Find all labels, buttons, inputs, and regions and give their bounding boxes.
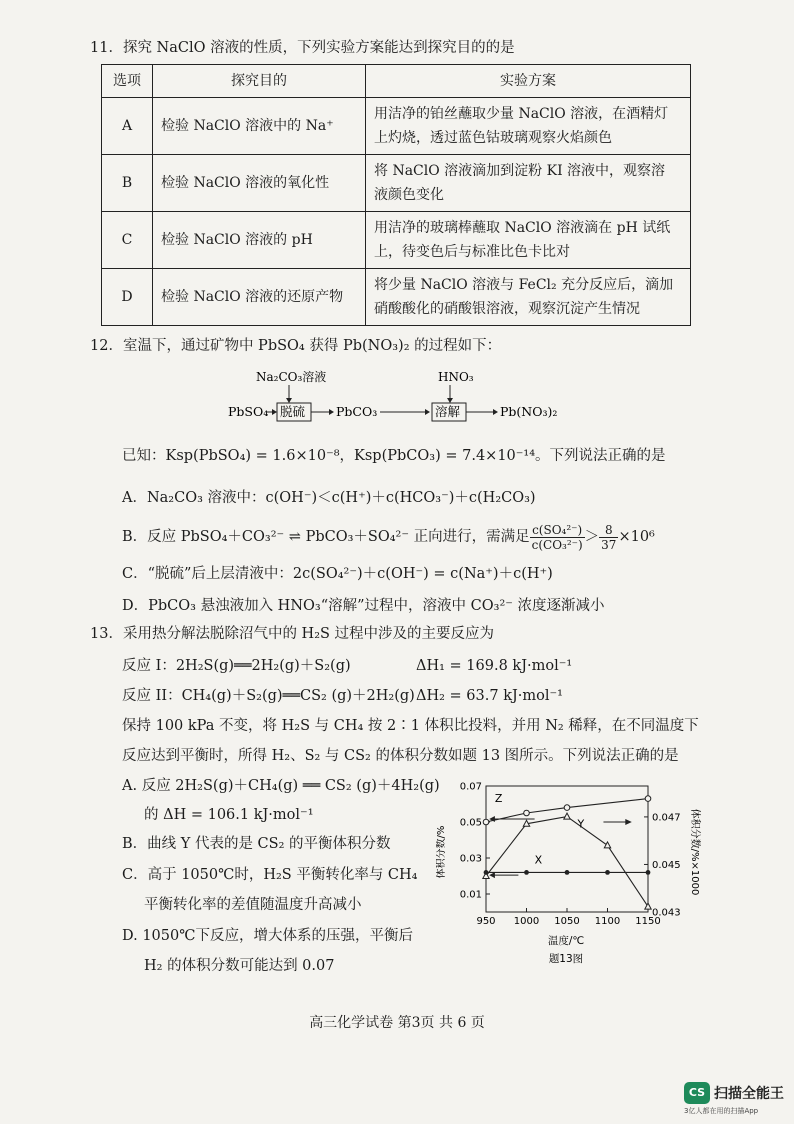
cs-logo-icon: CS bbox=[684, 1082, 710, 1104]
q13-chart bbox=[436, 772, 704, 972]
q13-option-a-line2: 的 ΔH = 106.1 kJ·mol⁻¹ bbox=[144, 807, 314, 823]
series-label-x: X bbox=[534, 853, 543, 867]
q13-option-d-line1: D. 1050℃下反应，增大体系的压强，平衡后 bbox=[122, 928, 413, 944]
q12-option-b-tail: ×10⁶ bbox=[618, 529, 655, 545]
plan-line: 液颜色变化 bbox=[374, 187, 444, 203]
q12-option-b bbox=[122, 516, 655, 558]
data-point-x bbox=[484, 870, 489, 875]
q13-reaction-2: 反应 II：CH₄(g)＋S₂(g)══CS₂ (g)＋2H₂(g) bbox=[122, 688, 415, 704]
row-option: D bbox=[102, 269, 153, 326]
table-row bbox=[102, 269, 691, 326]
x-tick-label: 950 bbox=[476, 916, 496, 927]
plan-line: 将 NaClO 溶液滴加到淀粉 KI 溶液中，观察溶 bbox=[374, 163, 666, 179]
row-purpose: 检验 NaClO 溶液的 pH bbox=[153, 212, 366, 269]
q13-option-b: B．曲线 Y 代表的是 CS₂ 的平衡体积分数 bbox=[122, 836, 391, 852]
row-option: A bbox=[102, 98, 153, 155]
q13-reaction-1: 反应 I：2H₂S(g)══2H₂(g)＋S₂(g) bbox=[122, 658, 351, 674]
data-point-z bbox=[524, 810, 530, 816]
series-line-y bbox=[486, 817, 648, 907]
fraction-numerator: c(SO₄²⁻) bbox=[530, 523, 585, 538]
row-option: C bbox=[102, 212, 153, 269]
y-left-tick-label: 0.01 bbox=[459, 889, 482, 901]
flow-arrowhead bbox=[447, 398, 453, 403]
y-axis-label-right: 体积分数/%×1000 bbox=[689, 808, 700, 896]
flow-start: PbSO₄ bbox=[228, 404, 269, 419]
flow-arrowhead bbox=[425, 409, 430, 415]
plan-line: 用洁净的铂丝蘸取少量 NaClO 溶液，在酒精灯 bbox=[374, 106, 669, 122]
row-purpose: 检验 NaClO 溶液的还原产物 bbox=[153, 269, 366, 326]
q13-paragraph-2: 反应达到平衡时，所得 H₂、S₂ 与 CS₂ 的体积分数如题 13 图所示。下列说法正确的是 bbox=[122, 748, 679, 764]
chart-caption: 题13图 bbox=[548, 953, 584, 965]
row-purpose: 检验 NaClO 溶液的氧化性 bbox=[153, 155, 366, 212]
y-axis-label-left: 体积分数/% bbox=[436, 825, 447, 879]
table-row bbox=[102, 212, 691, 269]
table-row bbox=[102, 98, 691, 155]
q12-option-a: A．Na₂CO₃ 溶液中：c(OH⁻)＜c(H⁺)＋c(HCO₃⁻)＋c(H₂CO₃) bbox=[122, 490, 536, 506]
data-point-y bbox=[604, 842, 610, 848]
row-plan bbox=[366, 269, 691, 326]
data-point-x bbox=[565, 870, 570, 875]
fraction-denominator: 37 bbox=[601, 537, 617, 552]
data-point-x bbox=[605, 870, 610, 875]
x-tick-label: 1000 bbox=[513, 916, 540, 927]
row-purpose: 检验 NaClO 溶液中的 Na⁺ bbox=[153, 98, 366, 155]
y-left-tick-label: 0.05 bbox=[459, 817, 482, 829]
q12-option-c: C．“脱硫”后上层清液中：2c(SO₄²⁻)＋c(OH⁻) = c(Na⁺)＋c(H⁺) bbox=[122, 566, 553, 582]
header-purpose: 探究目的 bbox=[153, 65, 366, 98]
y-left-tick-label: 0.03 bbox=[459, 853, 482, 865]
scanner-watermark bbox=[684, 1082, 794, 1118]
watermark-name: 扫描全能王 bbox=[714, 1086, 784, 1102]
q12-known: 已知：Ksp(PbSO₄) = 1.6×10⁻⁸，Ksp(PbCO₃) = 7.4×10⁻¹⁴。下列说法正确的是 bbox=[122, 448, 666, 464]
plan-line: 将少量 NaClO 溶液与 FeCl₂ 充分反应后，滴加 bbox=[374, 277, 674, 293]
q12-option-b-text: B．反应 PbSO₄＋CO₃²⁻ ⇌ PbCO₃＋SO₄²⁻ 正向进行，需满足 bbox=[122, 529, 530, 545]
data-point-z bbox=[645, 796, 651, 802]
watermark-subtitle: 3亿人都在用的扫描App bbox=[684, 1107, 759, 1115]
q13-option-d-line2: H₂ 的体积分数可能达到 0.07 bbox=[144, 958, 335, 974]
header-option: 选项 bbox=[102, 65, 153, 98]
q12-option-b-fraction2 bbox=[599, 523, 618, 552]
x-axis-label: 温度/℃ bbox=[547, 935, 585, 947]
data-point-x bbox=[524, 870, 529, 875]
x-tick-label: 1100 bbox=[594, 916, 621, 927]
table-row bbox=[102, 155, 691, 212]
x-tick-label: 1150 bbox=[635, 916, 661, 927]
q11-stem: 11．探究 NaClO 溶液的性质，下列实验方案能达到探究目的的是 bbox=[90, 40, 515, 56]
q13-option-c-line1: C．高于 1050℃时，H₂S 平衡转化率与 CH₄ bbox=[122, 867, 418, 883]
row-plan bbox=[366, 155, 691, 212]
plan-line: 硝酸酸化的硝酸银溶液，观察沉淀产生情况 bbox=[374, 301, 640, 317]
q13-reaction-2-dh: ΔH₂ = 63.7 kJ·mol⁻¹ bbox=[416, 688, 563, 704]
flow-step1: 脱硫 bbox=[280, 404, 306, 419]
data-point-y bbox=[564, 813, 570, 819]
series-label-z: Z bbox=[494, 792, 503, 806]
q13-stem: 13．采用热分解法脱除沼气中的 H₂S 过程中涉及的主要反应为 bbox=[90, 626, 495, 642]
flow-step2: 溶解 bbox=[435, 404, 461, 419]
q12-stem: 12．室温下，通过矿物中 PbSO₄ 获得 Pb(NO₃)₂ 的过程如下： bbox=[90, 338, 502, 354]
q13-reaction-1-dh: ΔH₁ = 169.8 kJ·mol⁻¹ bbox=[416, 658, 573, 674]
plan-line: 上，待变色后与标准比色卡比对 bbox=[374, 244, 570, 260]
q13-option-c-line2: 平衡转化率的差值随温度升高减小 bbox=[144, 897, 362, 913]
q12-option-b-fraction bbox=[530, 523, 585, 552]
q12-option-b-gt: ＞ bbox=[584, 529, 600, 545]
y-right-tick-label: 0.047 bbox=[652, 812, 681, 824]
q12-option-d: D．PbCO₃ 悬浊液加入 HNO₃“溶解”过程中，溶液中 CO₃²⁻ 浓度逐渐减小 bbox=[122, 598, 605, 614]
fraction-denominator: c(CO₃²⁻) bbox=[531, 537, 583, 552]
q13-option-a-line1: A. 反应 2H₂S(g)＋CH₄(g) ══ CS₂ (g)＋4H₂(g) bbox=[122, 778, 440, 794]
row-plan bbox=[366, 98, 691, 155]
data-point-z bbox=[564, 805, 570, 811]
flow-end: Pb(NO₃)₂ bbox=[500, 404, 558, 419]
series-x-axis-arrowhead bbox=[489, 872, 495, 878]
header-plan: 实验方案 bbox=[366, 65, 691, 98]
y-right-tick-label: 0.045 bbox=[652, 859, 681, 871]
fraction-numerator: 8 bbox=[599, 523, 618, 538]
flow-arrowhead bbox=[329, 409, 334, 415]
flow-arrowhead bbox=[272, 409, 277, 415]
q13-paragraph-1: 保持 100 kPa 不变，将 H₂S 与 CH₄ 按 2∶1 体积比投料，并用 N₂ 稀释，在不同温度下 bbox=[122, 718, 699, 734]
series-y-axis-arrowhead bbox=[625, 819, 631, 825]
row-plan bbox=[366, 212, 691, 269]
plan-line: 上灼烧，透过蓝色钴玻璃观察火焰颜色 bbox=[374, 130, 612, 146]
q11-table-header bbox=[102, 65, 691, 98]
flow-arrowhead bbox=[493, 409, 498, 415]
y-left-tick-label: 0.07 bbox=[459, 781, 482, 793]
data-point-x bbox=[646, 870, 651, 875]
flow-reagent1: Na₂CO₃溶液 bbox=[256, 370, 327, 384]
flow-arrowhead bbox=[286, 398, 292, 403]
page-footer: 高三化学试卷 第3页 共 6 页 bbox=[309, 1015, 485, 1031]
plan-line: 用洁净的玻璃棒蘸取 NaClO 溶液滴在 pH 试纸 bbox=[374, 220, 671, 236]
x-tick-label: 1050 bbox=[554, 916, 580, 927]
q11-table bbox=[101, 64, 691, 326]
data-point-z bbox=[483, 819, 489, 825]
flow-reagent2: HNO₃ bbox=[438, 370, 474, 384]
row-option: B bbox=[102, 155, 153, 212]
q12-flow-diagram bbox=[228, 368, 568, 428]
series-label-y: Y bbox=[577, 817, 585, 831]
y-right-tick-label: 0.043 bbox=[652, 907, 681, 919]
flow-mid: PbCO₃ bbox=[336, 404, 378, 419]
